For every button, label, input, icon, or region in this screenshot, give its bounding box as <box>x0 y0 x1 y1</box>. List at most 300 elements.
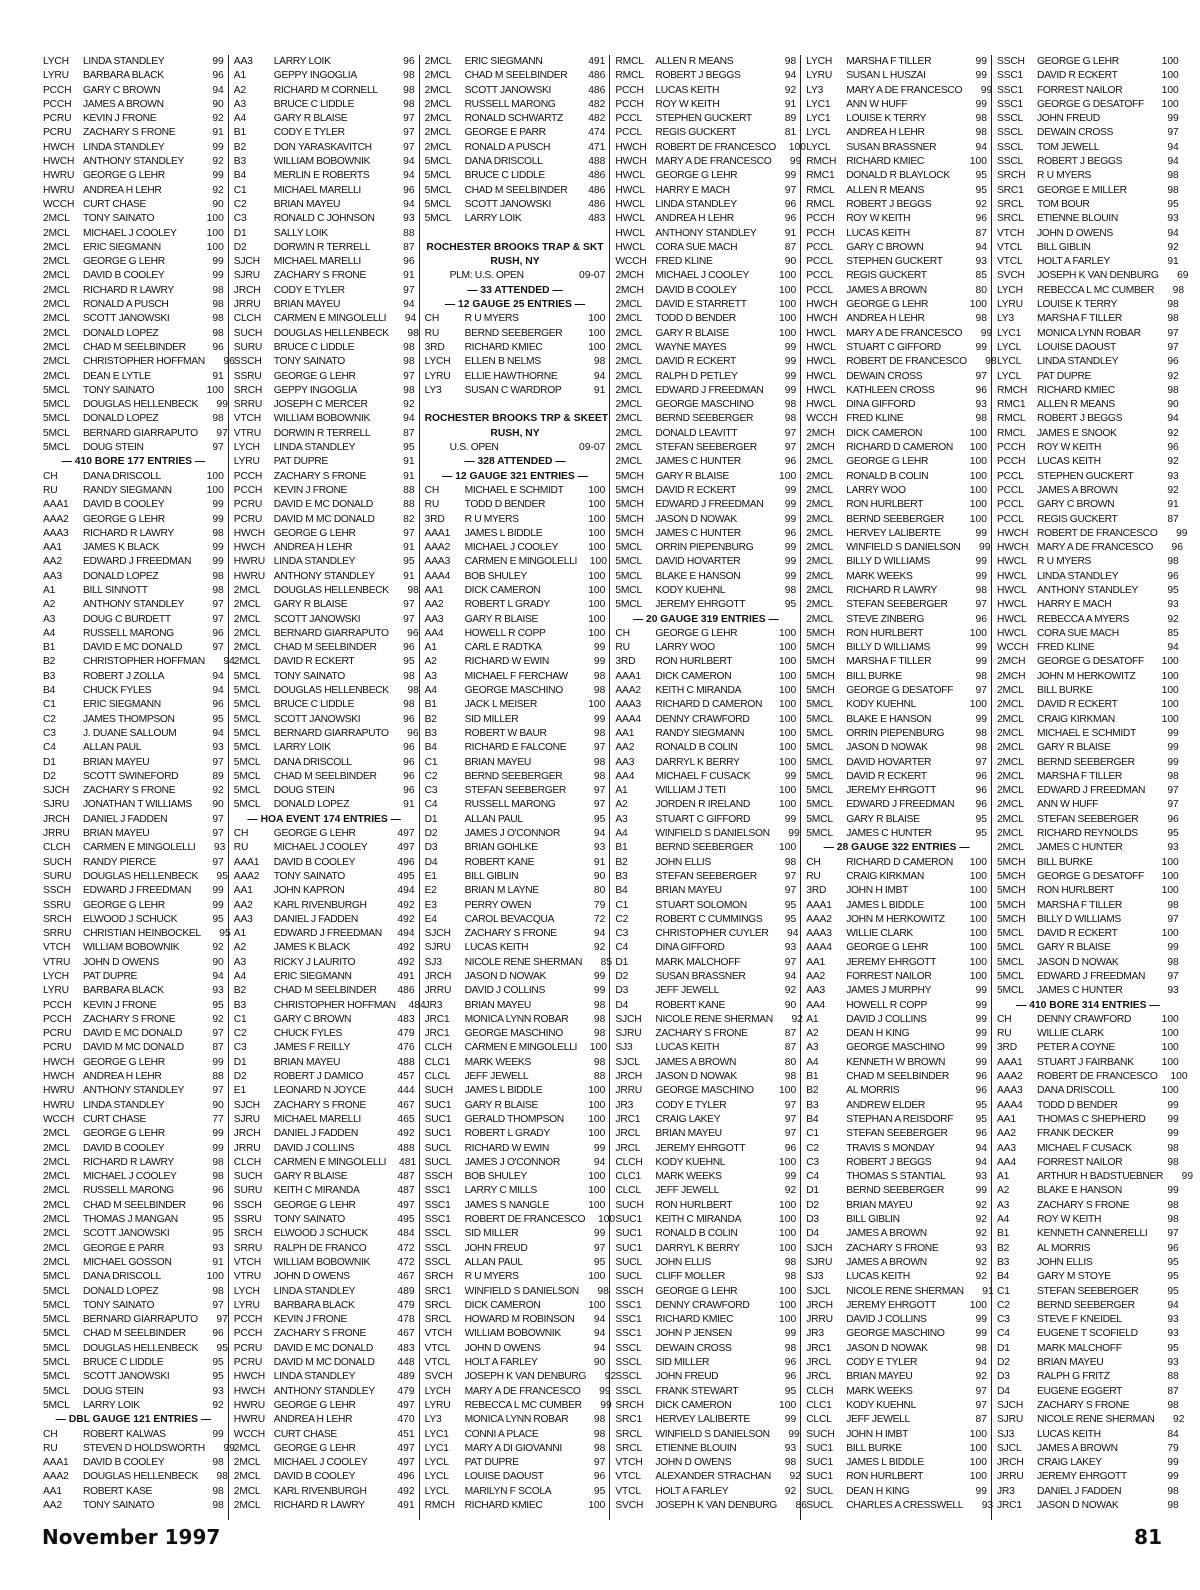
shooter-name: STEPHAN A REISDORF <box>846 1113 954 1125</box>
score: 467 <box>397 1099 415 1111</box>
score: 97 <box>212 1085 224 1097</box>
result-row <box>43 999 224 1013</box>
shooter-name: SUSAN C WARDROP <box>464 384 562 396</box>
score: 489 <box>397 1371 415 1383</box>
result-row <box>234 1299 415 1313</box>
score: 97 <box>593 799 606 811</box>
result-row <box>43 1070 224 1084</box>
score: 94 <box>1167 413 1179 425</box>
score: 94 <box>975 1156 987 1168</box>
result-row <box>997 198 1179 212</box>
spacer <box>425 398 606 412</box>
result-row <box>615 713 796 727</box>
class-code: JRCL <box>806 1357 832 1369</box>
score: 99 <box>212 170 224 182</box>
shooter-name: DAVID B COOLEY <box>83 1457 165 1469</box>
score: 99 <box>212 141 224 153</box>
class-code: 5MCL <box>233 756 261 768</box>
class-code: 5MCL <box>43 1385 70 1397</box>
score: 92 <box>975 1228 987 1240</box>
shooter-name: CHRISTOPHER CUYLER <box>655 928 769 940</box>
class-code: CH <box>233 828 249 840</box>
shooter-name: GEORGE G LEHR <box>655 170 738 182</box>
result-row <box>43 513 224 527</box>
class-code: SSRU <box>43 899 71 911</box>
shooter-name: KEITH C MIRANDA <box>655 685 742 697</box>
class-code: 5MCH <box>996 856 1026 868</box>
score: 97 <box>593 1457 606 1469</box>
class-code: 5MCL <box>806 785 833 797</box>
shooter-name: STUART C GIFFORD <box>846 341 941 353</box>
shooter-name: ORRIN PIEPENBURG <box>846 727 945 739</box>
class-code: CLC1 <box>806 1399 832 1411</box>
result-row <box>43 698 224 712</box>
score: 96 <box>975 799 987 811</box>
score: 95 <box>216 1342 229 1354</box>
score: 92 <box>212 156 224 168</box>
shooter-name: SCOTT JANOWSKI <box>464 84 552 96</box>
class-code: SJCH <box>615 1013 642 1025</box>
score: 100 <box>779 1299 797 1311</box>
result-row <box>615 1170 796 1184</box>
score: 99 <box>1167 1457 1179 1469</box>
class-code: PCRU <box>43 1028 72 1040</box>
class-code: 5MCL <box>43 1328 70 1340</box>
class-code: E1 <box>233 1085 246 1097</box>
class-code: 5MCL <box>43 1271 70 1283</box>
result-row <box>997 1184 1179 1198</box>
class-code: SUCH <box>233 327 263 339</box>
score: 99 <box>784 384 797 396</box>
score: 93 <box>1167 1357 1179 1369</box>
shooter-name: TONY SAINATO <box>273 1214 345 1226</box>
result-row <box>997 1056 1179 1070</box>
score: 95 <box>212 1228 224 1240</box>
score: 98 <box>593 999 606 1011</box>
score: 91 <box>403 470 415 482</box>
score: 97 <box>1167 341 1179 353</box>
result-row <box>997 312 1179 326</box>
result-row <box>997 670 1179 684</box>
event-date: 09-07 <box>579 442 606 454</box>
class-code: A1 <box>233 928 246 940</box>
score: 97 <box>403 284 415 296</box>
shooter-name: BRIAN MAYEU <box>655 1128 722 1140</box>
shooter-name: ZACHARY S FRONE <box>273 1099 367 1111</box>
class-code: PCRU <box>43 113 72 125</box>
shooter-name: DOUGLAS HELLENBECK <box>273 327 389 339</box>
result-row <box>43 1327 224 1341</box>
class-code: PCRU <box>233 513 263 525</box>
score: 487 <box>397 1185 415 1197</box>
result-row <box>806 1056 987 1070</box>
score: 488 <box>588 156 606 168</box>
score: 95 <box>212 713 224 725</box>
result-row <box>997 1385 1179 1399</box>
score: 99 <box>593 656 606 668</box>
score: 100 <box>779 799 797 811</box>
class-code: 2MCL <box>233 584 261 596</box>
result-row <box>615 1456 796 1470</box>
score: 99 <box>1167 742 1179 754</box>
class-code: HWRU <box>43 1085 75 1097</box>
score: 448 <box>397 1357 415 1369</box>
result-row <box>806 1199 987 1213</box>
shooter-name: FRANK DECKER <box>1036 1128 1114 1140</box>
result-row <box>997 1299 1179 1313</box>
class-code: 5MCL <box>806 799 833 811</box>
score: 100 <box>779 627 797 639</box>
shooter-name: R U MYERS <box>464 313 519 325</box>
score: 93 <box>212 1385 224 1397</box>
class-code: AAA1 <box>996 1056 1023 1068</box>
result-row <box>234 698 415 712</box>
shooter-name: DAVID J COLLINS <box>464 985 545 997</box>
class-code: AA2 <box>43 556 62 568</box>
result-row <box>806 269 987 283</box>
class-code: SUC1 <box>615 1242 643 1254</box>
shooter-name: STEPHEN GUCKERT <box>655 113 752 125</box>
class-code: JRCL <box>806 1371 832 1383</box>
score: 95 <box>1167 1271 1179 1283</box>
shooter-name: GEORGE E PARR <box>464 127 546 139</box>
class-code: E3 <box>424 899 437 911</box>
shooter-name: DANIEL J FADDEN <box>1036 1485 1122 1497</box>
class-code: HWCL <box>806 356 836 368</box>
shooter-name: STUART SOLOMON <box>655 899 747 911</box>
score: 471 <box>588 141 606 153</box>
score: 94 <box>593 928 606 940</box>
class-code: PCCL <box>806 241 833 253</box>
result-row <box>996 527 1188 541</box>
result-row <box>806 956 987 970</box>
score: 100 <box>1161 928 1179 940</box>
score: 96 <box>784 456 797 468</box>
shooter-name: JASON D NOWAK <box>846 1342 928 1354</box>
class-code: LYCH <box>424 356 451 368</box>
shooter-name: MICHAEL J COOLEY <box>464 542 559 554</box>
shooter-name: ZACHARY S FRONE <box>273 270 367 282</box>
result-row <box>806 298 987 312</box>
result-row <box>615 1256 796 1270</box>
score: 492 <box>397 942 415 954</box>
shooter-name: ROBERT KANE <box>655 999 725 1011</box>
result-column <box>420 55 617 1520</box>
shooter-name: HOLT A FARLEY <box>464 1357 538 1369</box>
score: 96 <box>1171 542 1183 554</box>
result-row <box>615 956 796 970</box>
result-row <box>425 370 606 384</box>
result-row <box>234 1327 415 1341</box>
shooter-name: LARRY WOO <box>846 484 906 496</box>
result-row <box>43 412 224 426</box>
shooter-name: BRIAN MAYEU <box>655 885 722 897</box>
shooter-name: GEORGE MASCHINO <box>464 1028 563 1040</box>
class-code: SRCH <box>233 1228 263 1240</box>
result-row <box>234 1370 415 1384</box>
shooter-name: DAVID R ECKERT <box>1036 928 1118 940</box>
score: 97 <box>784 956 797 968</box>
score: 100 <box>779 470 797 482</box>
score: 98 <box>1167 1199 1179 1211</box>
shooter-name: AL MORRIS <box>1036 1242 1091 1254</box>
class-code: D1 <box>43 756 56 768</box>
result-row <box>806 1342 987 1356</box>
shooter-name: BILLY D WILLIAMS <box>846 642 931 654</box>
score: 98 <box>975 727 987 739</box>
shooter-name: RICHARD KMIEC <box>846 156 925 168</box>
shooter-name: DAVID R ECKERT <box>273 656 355 668</box>
score: 491 <box>397 971 415 982</box>
score: 98 <box>212 1457 224 1469</box>
score: 99 <box>216 399 229 411</box>
result-row <box>615 198 796 212</box>
shooter-name: GEORGE MASCHINO <box>846 1328 945 1340</box>
score: 69 <box>1177 270 1189 282</box>
class-code: VTCH <box>233 1256 262 1268</box>
class-code: D1 <box>424 813 438 825</box>
shooter-name: GARY C BROWN <box>846 241 924 253</box>
score: 99 <box>1167 1471 1179 1483</box>
shooter-name: BILLY D WILLIAMS <box>846 556 931 568</box>
score: 100 <box>779 685 797 697</box>
shooter-name: RICHARD E FALCONE <box>464 742 567 754</box>
class-code: HWCL <box>806 399 836 411</box>
result-row <box>43 870 229 884</box>
shooter-name: CHAD M SEELBINDER <box>846 1071 949 1083</box>
score: 93 <box>975 1242 987 1254</box>
result-row <box>425 856 606 870</box>
shooter-name: TONY SAINATO <box>273 670 345 682</box>
section-header: — 410 BORE 177 ENTRIES — <box>61 456 206 468</box>
result-row <box>43 155 224 169</box>
score: 99 <box>975 1328 987 1340</box>
result-row <box>615 1299 796 1313</box>
result-row <box>234 398 415 412</box>
score: 97 <box>975 370 987 382</box>
score: 100 <box>779 756 797 768</box>
result-row <box>234 341 415 355</box>
result-row <box>234 98 415 112</box>
shooter-name: RICHARD KMIEC <box>1036 384 1115 396</box>
class-code: 5MCH <box>806 656 835 668</box>
shooter-name: KARL RIVENBURGH <box>273 899 367 911</box>
shooter-name: PAT DUPRE <box>273 456 328 468</box>
class-code: AA2 <box>615 742 635 754</box>
result-row <box>234 1413 415 1427</box>
class-code: 5MCL <box>806 770 833 782</box>
score: 94 <box>212 84 224 96</box>
class-code: 5MCL <box>43 1371 70 1383</box>
result-row <box>425 1413 606 1427</box>
shooter-name: LUCAS KEITH <box>464 942 529 954</box>
shooter-name: JAMES A BROWN <box>655 1056 737 1068</box>
class-code: SSCL <box>424 1242 451 1254</box>
class-code: AA3 <box>615 756 635 768</box>
class-code: A1 <box>233 70 246 82</box>
score: 100 <box>779 1214 797 1226</box>
result-row <box>234 184 415 198</box>
result-row <box>806 813 987 827</box>
result-row <box>997 112 1179 126</box>
result-row <box>425 770 606 784</box>
score: 98 <box>784 1457 797 1469</box>
class-code: 5MCH <box>615 499 644 511</box>
result-row <box>806 798 987 812</box>
class-code: HWCH <box>615 156 647 168</box>
score: 93 <box>213 842 226 854</box>
class-code: JRC1 <box>424 1028 450 1040</box>
shooter-name: FORREST NAILOR <box>846 971 932 982</box>
class-code: JR3 <box>996 1485 1015 1497</box>
score: 96 <box>593 1471 606 1483</box>
class-code: E4 <box>424 913 437 925</box>
class-code: RU <box>996 1028 1012 1040</box>
result-row <box>615 1428 800 1442</box>
shooter-name: GARY R BLAISE <box>846 813 920 825</box>
shooter-name: BLAKE E HANSON <box>846 713 932 725</box>
shooter-name: STEVEN D HOLDSWORTH <box>83 1442 205 1454</box>
class-code: JR3 <box>424 999 443 1011</box>
class-code: RMCL <box>806 198 835 210</box>
score: 98 <box>784 1071 797 1083</box>
class-code: A1 <box>615 785 628 797</box>
result-row <box>615 241 796 255</box>
result-row <box>43 956 224 970</box>
shooter-name: GEORGE G LEHR <box>1036 56 1119 67</box>
result-row <box>234 899 415 913</box>
score: 95 <box>975 813 987 825</box>
shooter-name: WINFIELD S DANIELSON <box>655 828 770 840</box>
score: 99 <box>600 1399 612 1411</box>
score: 95 <box>784 599 797 611</box>
score: 85 <box>1167 627 1179 639</box>
section-header: — 410 BORE 314 ENTRIES — <box>1016 999 1160 1011</box>
result-row <box>997 1370 1179 1384</box>
result-row <box>425 498 606 512</box>
shooter-name: LARRY LOIK <box>273 742 331 754</box>
shooter-name: DICK CAMERON <box>464 1299 541 1311</box>
shooter-name: CAROL BEVACQUA <box>464 913 555 925</box>
shooter-name: WINFIELD S DANIELSON <box>846 542 961 554</box>
shooter-name: DAVID E MC DONALD <box>83 642 183 654</box>
class-code: A2 <box>424 656 437 668</box>
score: 100 <box>588 1099 606 1111</box>
class-code: AAA3 <box>43 527 69 539</box>
shooter-name: MARY A DE FRANCESCO <box>1036 542 1153 554</box>
class-code: RMCH <box>806 156 837 168</box>
score: 89 <box>784 113 797 125</box>
class-code: AA3 <box>233 56 253 67</box>
shooter-name: RONALD C JOHNSON <box>273 213 375 225</box>
result-row <box>615 1370 796 1384</box>
shooter-name: RICHARD KMIEC <box>464 1499 543 1511</box>
result-row <box>43 813 224 827</box>
shooter-name: LUCAS KEITH <box>655 1042 720 1054</box>
score: 98 <box>403 384 415 396</box>
shooter-name: CARMEN E MINGOLELLI <box>273 313 387 325</box>
class-code: 2MCL <box>43 1199 70 1211</box>
result-row <box>615 1342 796 1356</box>
result-row <box>615 1470 801 1484</box>
result-row <box>234 798 415 812</box>
shooter-name: JOHN D OWENS <box>464 1342 541 1354</box>
score: 93 <box>975 399 987 411</box>
score: 100 <box>969 856 987 868</box>
shooter-name: GARY R BLAISE <box>464 1099 539 1111</box>
result-row <box>997 1127 1179 1141</box>
shooter-name: MARSHA F TILLER <box>1036 770 1122 782</box>
result-row <box>43 384 224 398</box>
score: 465 <box>397 1113 415 1125</box>
class-code: D2 <box>424 828 438 840</box>
score: 96 <box>975 770 987 782</box>
class-code: C4 <box>806 1171 819 1183</box>
class-code: AA3 <box>233 913 253 925</box>
score: 92 <box>212 1013 224 1025</box>
score: 95 <box>975 1099 987 1111</box>
class-code: B2 <box>615 856 628 868</box>
shooter-name: BRIAN MAYEU <box>83 756 150 768</box>
score: 87 <box>403 427 415 439</box>
class-code: A3 <box>615 813 628 825</box>
score: 95 <box>784 913 797 925</box>
shooter-name: BERND SEEBERGER <box>1036 1299 1135 1311</box>
score: 95 <box>975 184 987 196</box>
result-row <box>234 1270 415 1284</box>
section-header: — 12 GAUGE 25 ENTRIES — <box>444 299 586 311</box>
shooter-name: CURT CHASE <box>83 198 147 210</box>
shooter-name: DEWAIN CROSS <box>655 1342 732 1354</box>
result-row <box>425 698 606 712</box>
class-code: AAA3 <box>424 556 451 568</box>
class-code: JRRU <box>233 1142 261 1154</box>
class-code: 5MCH <box>996 870 1026 882</box>
score: 100 <box>1161 856 1179 868</box>
result-row <box>997 684 1179 698</box>
score: 100 <box>1161 713 1179 725</box>
shooter-name: ROBERT KANE <box>464 856 535 868</box>
shooter-name: DAVID R ECKERT <box>655 484 736 496</box>
score: 100 <box>588 627 606 639</box>
result-row <box>997 584 1179 598</box>
class-code: B3 <box>806 1099 819 1111</box>
result-row <box>425 1027 606 1041</box>
shooter-name: BRIAN MAYEU <box>464 756 531 768</box>
result-row <box>806 770 987 784</box>
class-code: HWCH <box>996 527 1029 539</box>
spacer <box>425 227 606 241</box>
class-code: C1 <box>615 899 629 911</box>
class-code: 2MCL <box>233 656 261 668</box>
shooter-name: THOMAS J MANGAN <box>83 1214 178 1226</box>
result-row <box>43 584 224 598</box>
result-row <box>806 784 987 798</box>
shooter-name: BERNARD GIARRAPUTO <box>273 727 389 739</box>
result-row <box>425 1456 606 1470</box>
shooter-name: LINDA STANDLEY <box>1036 570 1119 582</box>
result-row <box>234 841 415 855</box>
score: 98 <box>1167 384 1179 396</box>
result-row <box>234 555 415 569</box>
class-code: 5MCL <box>806 813 833 825</box>
class-code: RMCL <box>806 184 835 196</box>
class-code: 2MCL <box>43 213 70 225</box>
class-code: A4 <box>424 685 437 697</box>
class-code: LYC1 <box>806 113 831 125</box>
class-code: SUCL <box>424 1142 452 1154</box>
shooter-name: GEORGE G LEHR <box>273 828 356 840</box>
